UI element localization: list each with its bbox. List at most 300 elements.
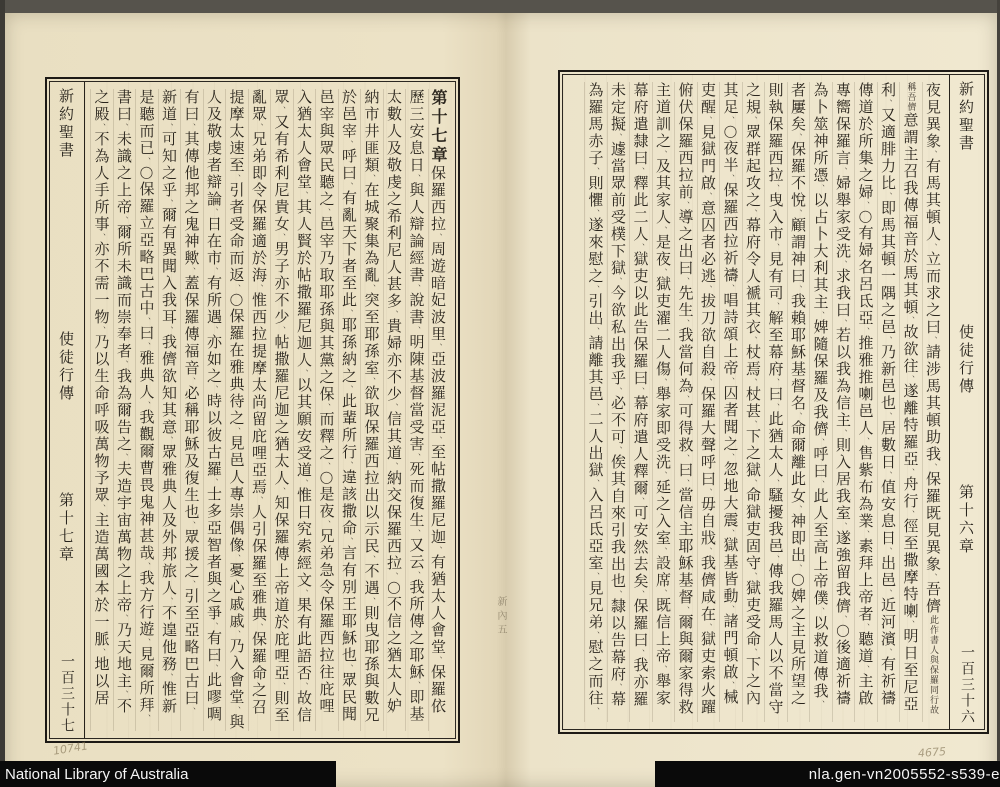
glyph: 隸 <box>609 598 627 615</box>
glyph: 歟 <box>182 250 201 267</box>
glyph: 見 <box>789 639 807 656</box>
glyph: 之 <box>856 167 875 184</box>
glyph: 傳 <box>811 666 830 683</box>
glyph: 音 <box>901 231 920 248</box>
punctuation-mark: 、 <box>277 326 287 334</box>
glyph: 賴 <box>789 310 807 327</box>
glyph: 兄 <box>250 131 268 148</box>
glyph: 惟 <box>250 292 268 309</box>
page-left <box>45 77 460 743</box>
glyph: 咸 <box>699 589 717 606</box>
punctuation-mark: 、 <box>884 336 893 344</box>
glyph: 見 <box>924 522 942 539</box>
glyph: 之 <box>317 445 336 462</box>
glyph: 命 <box>744 487 762 504</box>
text-column <box>383 89 406 731</box>
glyph: 有 <box>295 614 313 631</box>
glyph: 孫 <box>362 343 381 360</box>
glyph: 入 <box>766 209 785 226</box>
glyph: 為 <box>676 378 695 395</box>
glyph: 耶 <box>789 327 807 344</box>
glyph: 不 <box>385 369 403 386</box>
glyph: 俯 <box>676 82 695 99</box>
glyph: 邑 <box>879 572 897 589</box>
glyph: 必 <box>609 395 627 412</box>
glyph: 拉 <box>676 167 695 184</box>
punctuation-mark: 、 <box>794 564 803 572</box>
glyph: 納 <box>362 89 381 106</box>
glyph: 婢 <box>811 319 830 336</box>
punctuation-mark: 、 <box>367 284 377 292</box>
text-column <box>584 82 607 722</box>
glyph: 會 <box>295 157 313 174</box>
verse-circle: ◯ <box>723 124 738 140</box>
glyph: 往 <box>586 690 605 707</box>
glyph: 暗 <box>429 275 447 292</box>
punctuation-mark: 、 <box>929 150 938 158</box>
glyph: 太 <box>272 453 291 470</box>
glyph: 智 <box>205 537 223 554</box>
glyph: 時 <box>205 393 223 410</box>
glyph: 獄 <box>744 504 762 521</box>
punctuation-mark: 、 <box>839 615 848 623</box>
glyph: 撒 <box>295 284 313 301</box>
glyph: 受 <box>407 419 426 436</box>
glyph: 里 <box>429 326 447 343</box>
glyph: 此 <box>631 192 650 209</box>
glyph: 祈 <box>879 673 897 690</box>
glyph: 有 <box>766 268 785 285</box>
glyph: 馬 <box>766 614 785 631</box>
glyph: 其 <box>924 192 942 209</box>
glyph: 基 <box>789 361 807 378</box>
glyph: 可 <box>609 429 627 446</box>
punctuation-mark: 、 <box>434 436 443 444</box>
glyph: 基 <box>676 572 695 589</box>
glyph: 泥 <box>429 402 447 419</box>
glyph: 眾 <box>182 529 201 546</box>
glyph: 及 <box>205 106 223 123</box>
glyph: 有 <box>160 224 178 241</box>
glyph: 日 <box>295 504 313 521</box>
glyph: 之 <box>182 199 201 216</box>
punctuation-mark: 、 <box>255 123 264 131</box>
glyph: 又 <box>407 537 426 554</box>
glyph: 市 <box>362 106 381 123</box>
punctuation-mark: 、 <box>97 233 107 241</box>
punctuation-mark: 、 <box>906 468 916 476</box>
glyph: 值 <box>879 479 897 496</box>
punctuation-mark: 、 <box>726 529 736 537</box>
glyph: 人 <box>227 469 246 486</box>
punctuation-mark: 、 <box>771 378 781 386</box>
glyph: 人 <box>385 123 403 140</box>
punctuation-mark: 、 <box>300 682 309 690</box>
glyph: 則 <box>834 437 852 454</box>
glyph: 群 <box>744 141 762 158</box>
glyph: 帖 <box>272 334 291 351</box>
punctuation-mark: 、 <box>165 597 174 605</box>
glyph: 爾 <box>160 207 178 224</box>
glyph: 我 <box>834 488 852 505</box>
glyph: 召 <box>250 699 268 716</box>
glyph: 我 <box>609 539 627 556</box>
glyph: 曰 <box>676 462 695 479</box>
glyph: 安 <box>407 123 426 140</box>
glyph: 人 <box>924 226 942 243</box>
glyph: 羅 <box>250 648 268 665</box>
glyph: 忽 <box>721 461 740 478</box>
scan-edge-top <box>0 0 1000 13</box>
glyph: 曰 <box>631 632 650 649</box>
glyph: 人 <box>295 352 313 369</box>
glyph: 欲 <box>362 385 381 402</box>
glyph: 幕 <box>631 395 650 412</box>
glyph: 規 <box>744 99 762 116</box>
glyph: 曰 <box>834 302 852 319</box>
glyph: 之 <box>744 445 762 462</box>
glyph: 府 <box>631 99 650 116</box>
glyph: 崇 <box>115 309 133 326</box>
section-title: 使徒行傳 <box>957 323 975 396</box>
glyph: 之 <box>789 605 807 622</box>
glyph: 以 <box>295 377 313 394</box>
glyph: 為 <box>856 496 875 513</box>
glyph: 呼 <box>699 454 717 471</box>
glyph: 大 <box>811 243 830 260</box>
glyph: 之 <box>115 165 133 182</box>
glyph: 腓 <box>879 141 897 158</box>
glyph: 舉 <box>654 673 672 690</box>
glyph: 釋 <box>317 428 336 445</box>
glyph: 傳 <box>766 563 785 580</box>
glyph: 有 <box>205 630 223 647</box>
glyph: 吏 <box>631 268 650 285</box>
glyph: 已 <box>137 140 156 157</box>
glyph: 門 <box>721 630 740 647</box>
punctuation-mark: 、 <box>681 479 691 487</box>
glyph: 亞 <box>856 310 875 327</box>
glyph: 道 <box>654 99 672 116</box>
glyph: 命 <box>227 233 246 250</box>
punctuation-mark: 、 <box>165 199 174 207</box>
glyph: 獄 <box>631 251 650 268</box>
text-column <box>697 82 720 722</box>
glyph: 哩 <box>317 698 336 715</box>
glyph: 欲 <box>160 368 178 385</box>
glyph: 其 <box>744 302 762 319</box>
glyph: 人 <box>137 384 156 401</box>
glyph: 邑 <box>879 378 897 395</box>
glyph: 其 <box>609 471 627 488</box>
glyph: 出 <box>676 243 695 260</box>
glyph: 辯 <box>205 174 223 191</box>
punctuation-mark: 、 <box>591 572 601 580</box>
glyph: 與 <box>676 631 695 648</box>
glyph: 文 <box>295 572 313 589</box>
glyph: 毋 <box>699 496 717 513</box>
glyph: 知 <box>160 385 178 402</box>
punctuation-mark: 、 <box>726 681 736 689</box>
glyph: 賢 <box>295 233 313 250</box>
punctuation-mark: 、 <box>704 623 713 631</box>
text-column <box>652 82 675 722</box>
glyph: 雅 <box>227 359 246 376</box>
glyph: 造 <box>115 478 133 495</box>
glyph: 羅 <box>789 158 807 175</box>
glyph: 亦 <box>205 334 223 351</box>
glyph: 當 <box>676 344 695 361</box>
glyph: 神 <box>789 513 807 530</box>
glyph: 遂 <box>834 530 852 547</box>
glyph: 請 <box>586 335 605 352</box>
glyph: 耶 <box>362 326 381 343</box>
glyph: 論 <box>205 191 223 208</box>
punctuation-mark: 、 <box>636 497 646 505</box>
glyph: 兄 <box>362 707 381 724</box>
glyph: 自 <box>699 344 717 361</box>
page-number-left: 一百三十七 <box>59 654 75 734</box>
glyph: 可 <box>676 403 695 420</box>
text-column <box>607 82 630 722</box>
glyph: 之 <box>744 192 762 209</box>
glyph: 為 <box>115 385 133 402</box>
glyph: 物 <box>115 546 133 563</box>
punctuation-mark: 、 <box>591 631 601 639</box>
glyph: 嚮 <box>834 99 852 116</box>
text-column <box>787 82 810 722</box>
glyph: 保 <box>385 504 403 521</box>
glyph: 在 <box>205 233 223 250</box>
chapter-heading: 第十七章 <box>429 89 448 165</box>
glyph: 婦 <box>856 242 875 259</box>
glyph: 見 <box>924 99 942 116</box>
punctuation-mark: 、 <box>681 277 691 285</box>
glyph: 之 <box>317 369 336 386</box>
glyph: 事 <box>92 216 111 233</box>
glyph: 於 <box>340 89 358 106</box>
glyph: 上 <box>654 631 672 648</box>
glyph: 羅 <box>272 368 291 385</box>
punctuation-mark: 、 <box>771 479 781 487</box>
glyph: 羅 <box>429 182 447 199</box>
glyph: 保 <box>699 386 717 403</box>
glyph: 既 <box>654 597 672 614</box>
punctuation-mark: 、 <box>97 504 107 512</box>
punctuation-mark: 、 <box>591 707 601 715</box>
glyph: 可 <box>631 505 650 522</box>
glyph: 之 <box>115 563 133 580</box>
glyph: 妃 <box>429 292 447 309</box>
glyph: 之 <box>407 630 426 647</box>
punctuation-mark: 、 <box>300 191 309 199</box>
punctuation-mark: 、 <box>839 167 848 175</box>
glyph: 曰 <box>766 386 785 403</box>
glyph: 幕 <box>744 217 762 234</box>
glyph: 人 <box>92 165 111 182</box>
punctuation-mark: 、 <box>142 638 152 646</box>
glyph: 人 <box>654 344 672 361</box>
glyph: 突 <box>362 292 381 309</box>
glyph: 至 <box>250 572 268 589</box>
punctuation-mark: 、 <box>591 167 601 175</box>
punctuation-mark: 、 <box>906 375 916 383</box>
glyph: 乃 <box>879 344 897 361</box>
glyph: 人 <box>385 259 403 276</box>
glyph: 居 <box>879 420 897 437</box>
glyph: 羅 <box>227 325 246 342</box>
glyph: 古 <box>205 444 223 461</box>
glyph: 輩 <box>340 410 358 427</box>
glyph: 所 <box>205 292 223 309</box>
glyph: 其 <box>586 369 605 386</box>
interlinear-note: 此作書人與保羅同行故 <box>928 615 938 715</box>
glyph: 會 <box>227 672 246 689</box>
glyph: 亞 <box>901 696 920 713</box>
glyph: 福 <box>182 343 201 360</box>
glyph: 猶 <box>385 647 403 664</box>
glyph: 至 <box>901 662 920 679</box>
glyph: 我 <box>834 581 852 598</box>
book-title: 新約聖書 <box>57 88 75 160</box>
glyph: 幕 <box>609 691 627 708</box>
glyph: 迦 <box>295 335 313 352</box>
glyph: 保 <box>250 199 268 216</box>
glyph: 有 <box>924 158 942 175</box>
punctuation-mark: 、 <box>120 453 129 461</box>
glyph: 亂 <box>362 267 381 284</box>
glyph: 陳 <box>407 351 426 368</box>
punctuation-mark: 、 <box>704 192 713 200</box>
glyph: 撒 <box>272 351 291 368</box>
glyph: 吏 <box>699 648 717 665</box>
glyph: 取 <box>362 402 381 419</box>
glyph: 而 <box>227 250 246 267</box>
glyph: 見 <box>699 124 717 141</box>
glyph: 願 <box>295 411 313 428</box>
glyph: 又 <box>272 114 291 131</box>
glyph: 集 <box>362 233 381 250</box>
punctuation-mark: 、 <box>816 438 826 446</box>
glyph: 聞 <box>160 258 178 275</box>
glyph: 安 <box>295 428 313 445</box>
glyph: 呼 <box>340 148 358 165</box>
text-column <box>899 82 922 722</box>
punctuation-mark: 、 <box>614 133 623 141</box>
glyph: 婦 <box>834 175 852 192</box>
glyph: 以 <box>811 192 830 209</box>
glyph: 強 <box>834 547 852 564</box>
glyph: 識 <box>115 275 133 292</box>
glyph: 夫 <box>115 461 133 478</box>
glyph: 不 <box>789 175 807 192</box>
glyph: 兄 <box>586 597 605 614</box>
glyph: 我 <box>766 521 785 538</box>
glyph: 虔 <box>205 140 223 157</box>
glyph: 我 <box>160 334 178 351</box>
glyph: 械 <box>721 689 740 706</box>
glyph: 亞 <box>901 451 920 468</box>
glyph: 此 <box>811 488 830 505</box>
glyph: 主 <box>676 521 695 538</box>
glyph: 古 <box>182 673 201 690</box>
glyph: 名 <box>856 259 875 276</box>
glyph: 室 <box>362 360 381 377</box>
glyph: 者 <box>856 606 875 623</box>
glyph: 庇 <box>317 681 336 698</box>
punctuation-mark: 、 <box>591 209 601 217</box>
glyph: 主 <box>834 412 852 429</box>
glyph: 攻 <box>744 175 762 192</box>
glyph: 生 <box>676 302 695 319</box>
glyph: 出 <box>362 487 381 504</box>
glyph: 焉 <box>744 361 762 378</box>
punctuation-mark: 、 <box>187 267 197 275</box>
punctuation-mark: 、 <box>232 630 242 638</box>
punctuation-mark: 、 <box>591 285 601 293</box>
glyph: 有 <box>272 131 291 148</box>
punctuation-mark: 、 <box>659 268 668 276</box>
glyph: 尼 <box>901 679 920 696</box>
glyph: 業 <box>856 513 875 530</box>
glyph: 涉 <box>924 361 942 378</box>
glyph: 息 <box>407 140 426 157</box>
glyph: 洗 <box>654 454 672 471</box>
glyph: 道 <box>856 648 875 665</box>
glyph: 河 <box>879 614 897 631</box>
glyph: 以 <box>834 344 852 361</box>
glyph: 帝 <box>115 199 133 216</box>
scan-edge-left <box>0 0 5 787</box>
glyph: 日 <box>879 530 897 547</box>
glyph: 喇 <box>856 386 875 403</box>
glyph: 為 <box>834 378 852 395</box>
glyph: 則 <box>586 175 605 192</box>
glyph: 我 <box>789 293 807 310</box>
glyph: 戚 <box>227 613 246 630</box>
glyph: 家 <box>676 665 695 682</box>
glyph: 求 <box>924 285 942 302</box>
glyph: 主 <box>901 146 920 163</box>
glyph: 少 <box>272 309 291 326</box>
glyph: 大 <box>721 495 740 512</box>
glyph: 司 <box>766 285 785 302</box>
punctuation-mark: 、 <box>704 285 713 293</box>
glyph: 類 <box>362 157 381 174</box>
glyph: 敬 <box>385 157 403 174</box>
glyph: 匪 <box>362 140 381 157</box>
glyph: 羅 <box>631 353 650 370</box>
glyph: 甚 <box>744 403 762 420</box>
glyph: 眾 <box>160 444 178 461</box>
punctuation-mark: 、 <box>816 480 826 488</box>
punctuation-mark: 、 <box>322 208 332 216</box>
glyph: 曳 <box>766 192 785 209</box>
punctuation-mark: 、 <box>412 326 422 334</box>
glyph: 戚 <box>227 596 246 613</box>
glyph: 此 <box>205 672 223 689</box>
glyph: 見 <box>766 251 785 268</box>
glyph: 心 <box>227 579 246 596</box>
glyph: 殺 <box>699 361 717 378</box>
glyph: 頓 <box>924 209 942 226</box>
punctuation-mark: 、 <box>861 327 871 335</box>
glyph: 歷 <box>407 89 426 106</box>
glyph: 我 <box>160 292 178 309</box>
glyph: 貴 <box>272 199 291 216</box>
punctuation-mark: 、 <box>614 446 623 454</box>
glyph: 眾 <box>272 89 291 106</box>
